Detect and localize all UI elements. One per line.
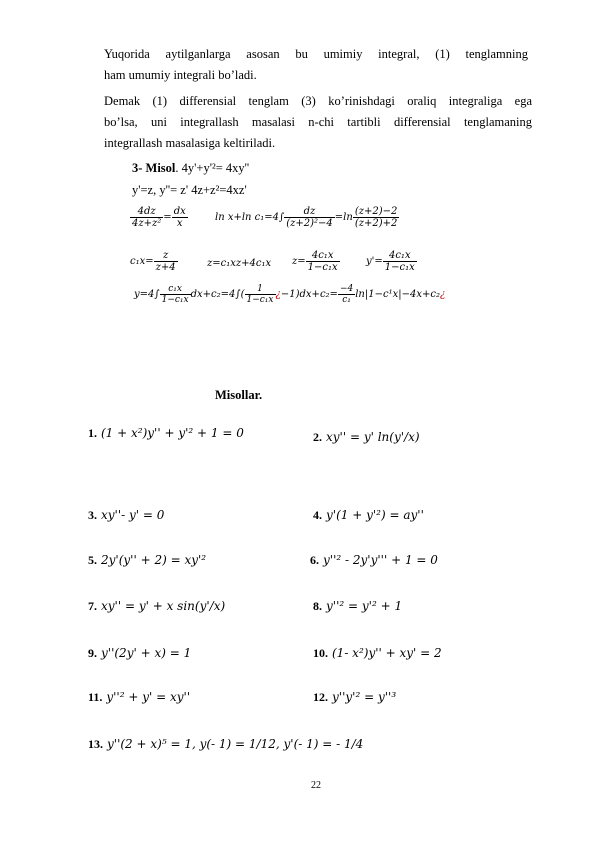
step3-c-num: 4c₁x	[306, 250, 340, 262]
exercise-number: 11.	[88, 690, 103, 704]
step-2-integration	[215, 206, 399, 229]
step1-left-den: 4z+z²	[132, 218, 162, 229]
paragraph-2-line-2: bo’lsa, uni integrallash masalasi n-chi tartibli differensial tenglamaning	[104, 115, 532, 129]
step4-c: −1)dx+c₂=	[280, 289, 338, 300]
step3-d-den: 1−c₁x	[384, 262, 415, 273]
step4-d: ln|1−c¹x|−4x+c₂	[355, 289, 440, 300]
exercise-7	[88, 597, 225, 615]
exercise-number: 4.	[313, 508, 322, 522]
step3-c-lhs: z=	[292, 256, 306, 267]
step3-c-den: 1−c₁x	[307, 262, 338, 273]
step4-a-num: c₁x	[160, 284, 191, 295]
exercise-expression: y''(2y' + x) = 1	[101, 646, 192, 660]
exercise-expression: y''² + y' = xy''	[106, 690, 191, 704]
exercise-3	[88, 506, 164, 524]
step2-rden: (z+2)+2	[354, 218, 398, 229]
exercise-number: 5.	[88, 553, 97, 567]
exercise-number: 3.	[88, 508, 97, 522]
step4-c-num: −4	[339, 284, 354, 294]
exercise-10	[313, 644, 442, 662]
step3-a-num: z	[154, 250, 178, 262]
step2-rnum: (z+2)−2	[354, 206, 398, 217]
substitution-line: y'=z, y''= z' 4z+z²=4xz'	[132, 183, 247, 197]
page-number: 22	[311, 780, 321, 791]
exercise-number: 1.	[88, 426, 97, 440]
step-3-d	[366, 250, 417, 273]
step4-b: dx+c₂=4∫(	[190, 289, 245, 300]
step-3-c	[292, 250, 340, 273]
exercise-1	[88, 424, 244, 442]
exercise-expression: 2y'(y'' + 2) = xy'²	[101, 553, 207, 567]
step2-num: dz	[284, 206, 335, 218]
step2-lhs: ln x+ln c₁=4∫	[215, 212, 285, 223]
exercises-title: Misollar.	[215, 388, 263, 402]
exercise-number: 2.	[313, 430, 322, 444]
step1-right-den: x	[176, 218, 183, 229]
example-label: 3- Misol	[132, 161, 176, 175]
exercise-expression: xy'' = y' ln(y'/x)	[326, 430, 420, 444]
step1-right-num: dx	[173, 206, 186, 217]
paragraph-1-line-1: Yuqorida aytilganlarga asosan bu umimiy integral, (1) tenglamning	[104, 47, 528, 61]
exercise-9	[88, 644, 191, 662]
paragraph-1-line-2: ham umumiy integrali bo’ladi.	[104, 68, 257, 82]
step4-red-mark-1: ¿	[275, 289, 281, 300]
exercise-11	[88, 688, 190, 706]
step4-b-num: 1	[245, 284, 276, 295]
exercise-expression: xy'' = y' + x sin(y'/x)	[101, 599, 226, 613]
exercise-expression: y''y'² = y''³	[332, 690, 397, 704]
exercise-12	[313, 688, 396, 706]
exercise-expression: y''(2 + x)⁵ = 1, y(- 1) = 1/12, y'(- 1) = - 1/4	[107, 737, 364, 751]
exercise-number: 12.	[313, 690, 328, 704]
example-heading	[132, 158, 249, 179]
exercise-expression: (1- x²)y'' + xy' = 2	[332, 646, 442, 660]
exercise-6	[310, 551, 438, 569]
step2-den: (z+2)²−4	[286, 218, 333, 229]
exercise-expression: xy''- y' = 0	[101, 508, 165, 522]
step4-c-den: c₁	[342, 295, 351, 305]
paragraph-2-line-3: integrallash masalasiga keltiriladi.	[104, 136, 276, 150]
example-equation: . 4y'+y'²= 4xy''	[175, 161, 250, 175]
step-3-b: z=c₁xz+4c₁x	[207, 258, 272, 269]
step4-a-den: 1−c₁x	[161, 295, 189, 305]
exercise-expression: y''² - 2y'y''' + 1 = 0	[323, 553, 438, 567]
step4-red-mark-2: ¿	[439, 289, 446, 300]
exercise-expression: y'(1 + y'²) = ay''	[326, 508, 424, 522]
exercise-8	[313, 597, 402, 615]
exercise-expression: (1 + x²)y'' + y'² + 1 = 0	[101, 426, 244, 440]
exercise-5	[88, 551, 206, 569]
step3-d-lhs: y'=	[366, 256, 383, 267]
exercise-number: 7.	[88, 599, 97, 613]
step3-a-den: z+4	[155, 262, 176, 273]
exercise-number: 6.	[310, 553, 319, 567]
step3-d-num: 4c₁x	[383, 250, 417, 262]
paragraph-2-line-1: Demak (1) differensial tenglam (3) ko’rinishdagi oraliq integraliga ega	[104, 94, 532, 108]
step2-rhs: =ln	[334, 212, 353, 223]
step-3-a	[130, 250, 178, 273]
exercise-expression: y''² = y'² + 1	[326, 599, 403, 613]
step-1-separation	[130, 206, 188, 229]
exercise-number: 8.	[313, 599, 322, 613]
exercise-2	[313, 428, 420, 446]
exercise-number: 13.	[88, 737, 103, 751]
exercise-4	[313, 506, 424, 524]
step-4-solution	[134, 284, 445, 305]
step4-a: y=4∫	[134, 289, 160, 300]
exercise-13	[88, 735, 363, 753]
exercise-number: 10.	[313, 646, 328, 660]
step1-eq: =	[163, 212, 172, 223]
step4-b-den: 1−c₁x	[246, 295, 274, 305]
step3-a-lhs: c₁x=	[130, 256, 154, 267]
exercise-number: 9.	[88, 646, 97, 660]
step1-left-num: 4dz	[130, 206, 163, 218]
